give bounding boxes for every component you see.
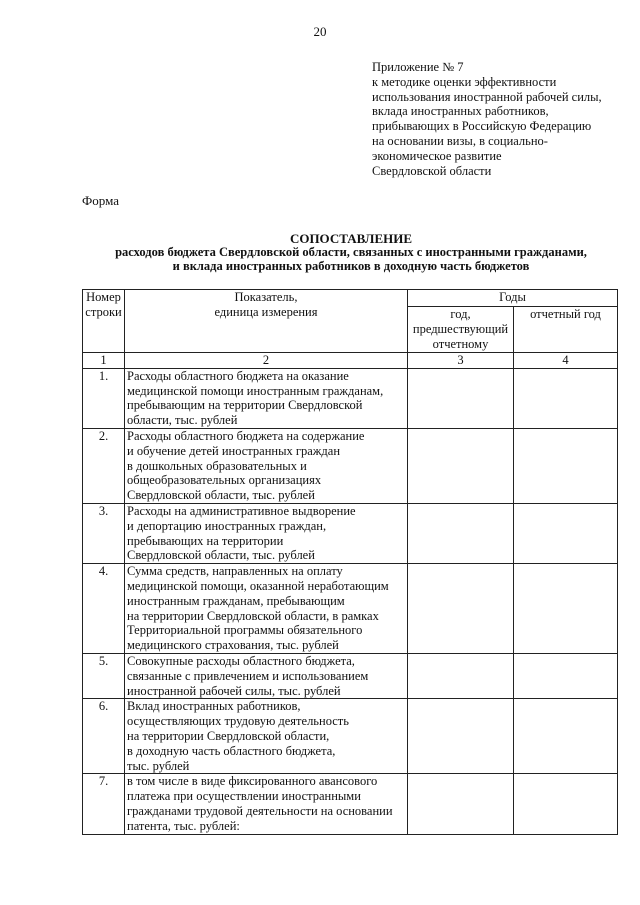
- row-indicator-line: иностранным гражданам, пребывающим: [127, 593, 345, 608]
- table-row: [83, 774, 618, 834]
- row-indicator-line: Расходы областного бюджета на оказание: [127, 368, 349, 383]
- row-indicator-line: Расходы на административное выдворение: [127, 503, 356, 518]
- header-row-number-line: строки: [85, 304, 122, 319]
- row-indicator-line: осуществляющих трудовую деятельность: [127, 714, 349, 729]
- report-year-value-cell[interactable]: [514, 774, 618, 834]
- row-indicator-line: общеобразовательных организациях: [127, 473, 322, 488]
- header-indicator-line: Показатель,: [234, 290, 298, 304]
- appendix-line: прибывающих в Российскую Федерацию: [372, 119, 592, 134]
- row-number: 1.: [83, 368, 125, 428]
- row-number: 3.: [83, 503, 125, 563]
- row-indicator-line: патента, тыс. рублей:: [127, 818, 240, 833]
- row-indicator-line: пребывающим на территории Свердловской: [127, 398, 363, 413]
- row-indicator: [125, 503, 408, 563]
- row-indicator-line: Территориальной программы обязательного: [127, 623, 363, 638]
- header-previous-year-line: отчетному: [432, 336, 489, 351]
- row-indicator-line: Сумма средств, направленных на оплату: [127, 564, 343, 579]
- row-indicator-line: Совокупные расходы областного бюджета,: [127, 653, 355, 668]
- previous-year-value-cell[interactable]: [408, 699, 514, 774]
- row-indicator-line: в доходную часть областного бюджета,: [127, 743, 336, 758]
- row-indicator: [125, 428, 408, 503]
- row-indicator-line: и депортацию иностранных граждан,: [127, 518, 327, 533]
- table-row: [83, 564, 618, 654]
- comparison-table: [82, 289, 618, 835]
- appendix-line: вклада иностранных работников,: [372, 104, 549, 119]
- table-row: [83, 368, 618, 428]
- appendix-note: [372, 60, 634, 178]
- header-years: Годы: [408, 290, 618, 307]
- header-previous-year: [408, 307, 514, 353]
- header-row-number: [83, 290, 125, 353]
- row-indicator: [125, 774, 408, 834]
- row-indicator-line: пребывающих на территории: [127, 533, 284, 548]
- appendix-line: к методике оценки эффективности: [372, 74, 557, 89]
- row-indicator-line: области, тыс. рублей: [127, 413, 238, 428]
- row-indicator: [125, 699, 408, 774]
- row-indicator-line: Вклад иностранных работников,: [127, 699, 301, 714]
- previous-year-value-cell[interactable]: [408, 368, 514, 428]
- report-year-value-cell[interactable]: [514, 653, 618, 698]
- header-row-number-line: Номер: [86, 290, 121, 304]
- header-row: [83, 290, 618, 307]
- previous-year-value-cell[interactable]: [408, 564, 514, 654]
- header-indicator: [125, 290, 408, 353]
- previous-year-value-cell[interactable]: [408, 503, 514, 563]
- report-year-value-cell[interactable]: [514, 564, 618, 654]
- column-number-row: [83, 353, 618, 369]
- document-title: СОПОСТАВЛЕНИЕ: [289, 231, 413, 246]
- column-number: 3: [408, 353, 514, 369]
- report-year-value-cell[interactable]: [514, 428, 618, 503]
- header-previous-year-line: год,: [450, 307, 471, 321]
- previous-year-value-cell[interactable]: [408, 428, 514, 503]
- row-indicator-line: медицинского страхования, тыс. рублей: [127, 638, 339, 653]
- row-number: 6.: [83, 699, 125, 774]
- row-indicator-line: связанные с привлечением и использованием: [127, 668, 369, 683]
- previous-year-value-cell[interactable]: [408, 653, 514, 698]
- table-row: [83, 653, 618, 698]
- row-indicator: [125, 653, 408, 698]
- appendix-line: Свердловской области: [372, 163, 492, 178]
- column-number: 4: [514, 353, 618, 369]
- previous-year-value-cell[interactable]: [408, 774, 514, 834]
- row-indicator-line: Свердловской области, тыс. рублей: [127, 488, 315, 503]
- row-indicator-line: медицинской помощи, оказанной неработающим: [127, 578, 389, 593]
- row-indicator: [125, 368, 408, 428]
- row-indicator-line: в том числе в виде фиксированного авансового: [127, 774, 378, 789]
- row-indicator-line: Свердловской области, тыс. рублей: [127, 548, 315, 563]
- row-indicator-line: в дошкольных образовательных и: [127, 458, 307, 473]
- report-year-value-cell[interactable]: [514, 699, 618, 774]
- form-label: Форма: [82, 193, 119, 208]
- header-indicator-line: единица измерения: [214, 304, 318, 319]
- row-indicator-line: иностранной рабочей силы, тыс. рублей: [127, 683, 341, 698]
- row-number: 4.: [83, 564, 125, 654]
- row-indicator: [125, 564, 408, 654]
- page-number: 20: [313, 24, 327, 39]
- table-row: [83, 699, 618, 774]
- row-indicator-line: на территории Свердловской области, в рамках: [127, 608, 379, 623]
- subtitle-line: расходов бюджета Свердловской области, связанных с иностранными гражданами,: [115, 245, 587, 259]
- header-previous-year-line: предшествующий: [412, 321, 509, 336]
- column-number: 2: [125, 353, 408, 369]
- subtitle-line: и вклада иностранных работников в доходную часть бюджетов: [172, 258, 530, 273]
- header-report-year: отчетный год: [514, 307, 618, 353]
- report-year-value-cell[interactable]: [514, 503, 618, 563]
- row-indicator-line: гражданами трудовой деятельности на основании: [127, 803, 393, 818]
- appendix-line: экономическое развитие: [372, 148, 502, 163]
- appendix-line: Приложение № 7: [372, 60, 464, 74]
- table-row: [83, 503, 618, 563]
- row-indicator-line: на территории Свердловской области,: [127, 728, 330, 743]
- row-number: 7.: [83, 774, 125, 834]
- column-number: 1: [83, 353, 125, 369]
- appendix-line: использования иностранной рабочей силы,: [372, 89, 602, 104]
- row-indicator-line: и обучение детей иностранных граждан: [127, 443, 341, 458]
- row-number: 5.: [83, 653, 125, 698]
- row-number: 2.: [83, 428, 125, 503]
- row-indicator-line: медицинской помощи иностранным гражданам,: [127, 383, 384, 398]
- row-indicator-line: Расходы областного бюджета на содержание: [127, 428, 365, 443]
- report-year-value-cell[interactable]: [514, 368, 618, 428]
- row-indicator-line: платежа при осуществлении иностранными: [127, 789, 361, 804]
- document-subtitle: [0, 246, 640, 273]
- row-indicator-line: тыс. рублей: [127, 758, 190, 773]
- appendix-line: на основании визы, в социально-: [372, 133, 548, 148]
- table-row: [83, 428, 618, 503]
